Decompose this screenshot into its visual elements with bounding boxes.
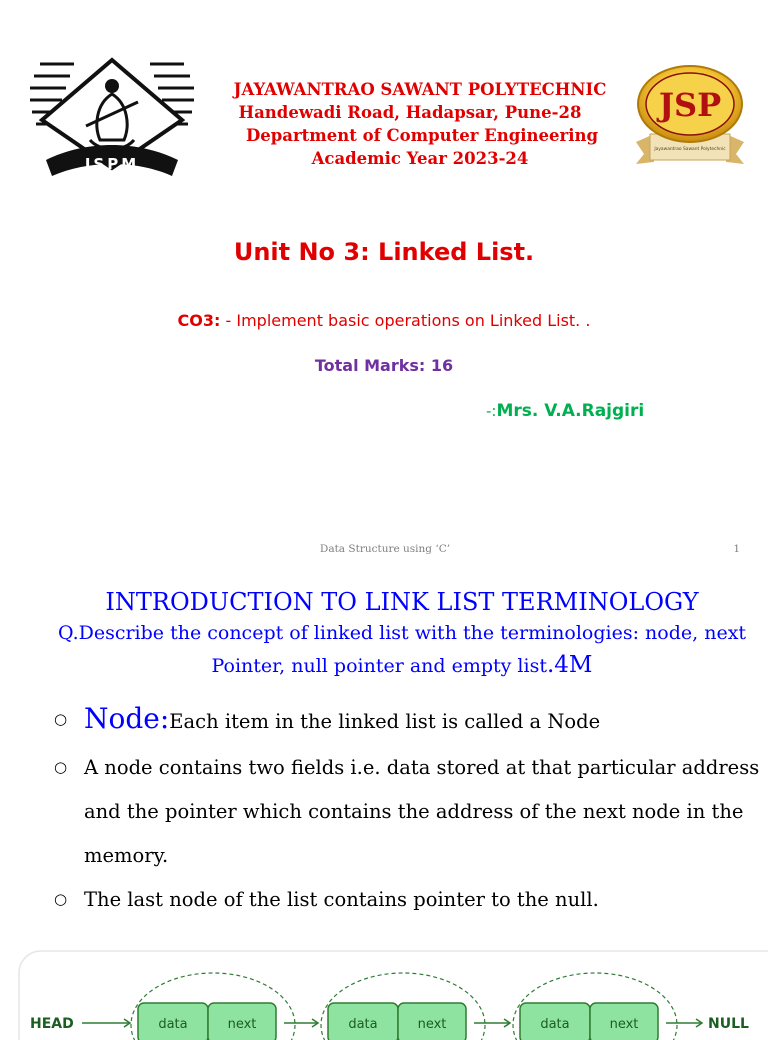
- jspm-logo-text: JSPM: [84, 155, 140, 173]
- question-marks: .4M: [546, 652, 593, 678]
- bullet-circle-icon: ○: [54, 890, 68, 908]
- question-line-1: Q.Describe the concept of linked list with the terminologies: node, next: [57, 622, 747, 644]
- node-definition: Each item in the linked list is called a Node: [169, 710, 601, 733]
- footer-subject: Data Structure using ‘C’: [319, 543, 451, 555]
- null-label: NULL: [708, 1016, 749, 1032]
- node-data-label: data: [348, 1017, 378, 1032]
- jsp-logo: [632, 64, 748, 170]
- unit-title: Unit No 3: Linked List.: [233, 238, 535, 266]
- department-name: Department of Computer Engineering: [245, 126, 599, 145]
- co-text: - Implement basic operations on Linked List. .: [220, 311, 591, 330]
- question-line-2: [0, 652, 768, 678]
- bullet-circle-icon: ○: [54, 758, 68, 776]
- bullet-fields-line-1: A node contains two fields i.e. data stored at that particular address: [84, 756, 760, 779]
- slide-title: INTRODUCTION TO LINK LIST TERMINOLOGY: [105, 588, 699, 616]
- bullet-circle-icon: ○: [54, 710, 68, 728]
- node-next-label: next: [609, 1017, 639, 1032]
- total-marks: Total Marks: 16: [314, 356, 454, 375]
- jsp-logo-text: JSP: [658, 86, 722, 124]
- jspm-logo: [26, 56, 198, 182]
- institute-name: JAYAWANTRAO SAWANT POLYTECHNIC: [233, 80, 607, 99]
- author-name: Mrs. V.A.Rajgiri: [496, 401, 645, 421]
- co-label: CO3:: [177, 311, 221, 330]
- node-data-label: data: [158, 1017, 188, 1032]
- node-term: Node:: [84, 702, 170, 735]
- bullet-fields-line-2: and the pointer which contains the address of the next node in the: [84, 800, 744, 823]
- author-prefix: -:: [486, 402, 497, 420]
- footer-page-number: 1: [733, 543, 740, 555]
- jsp-logo-caption: Jayawantrao Sawant Polytechnic: [654, 147, 726, 152]
- node-next-label: next: [227, 1017, 257, 1032]
- linked-list-diagram: [18, 950, 768, 1040]
- academic-year: Academic Year 2023-24: [311, 149, 529, 168]
- bullet-node: [84, 702, 600, 735]
- course-outcome: [0, 311, 768, 330]
- bullet-fields-line-3: memory.: [84, 844, 169, 867]
- institute-address: Handewadi Road, Hadapsar, Pune-28: [238, 103, 582, 122]
- bullet-last-node: The last node of the list contains pointer to the null.: [84, 888, 599, 911]
- node-next-label: next: [417, 1017, 447, 1032]
- author: [486, 401, 644, 421]
- head-label: HEAD: [30, 1016, 74, 1032]
- node-data-label: data: [540, 1017, 570, 1032]
- question-line-2-text: Pointer, null pointer and empty list: [211, 655, 547, 677]
